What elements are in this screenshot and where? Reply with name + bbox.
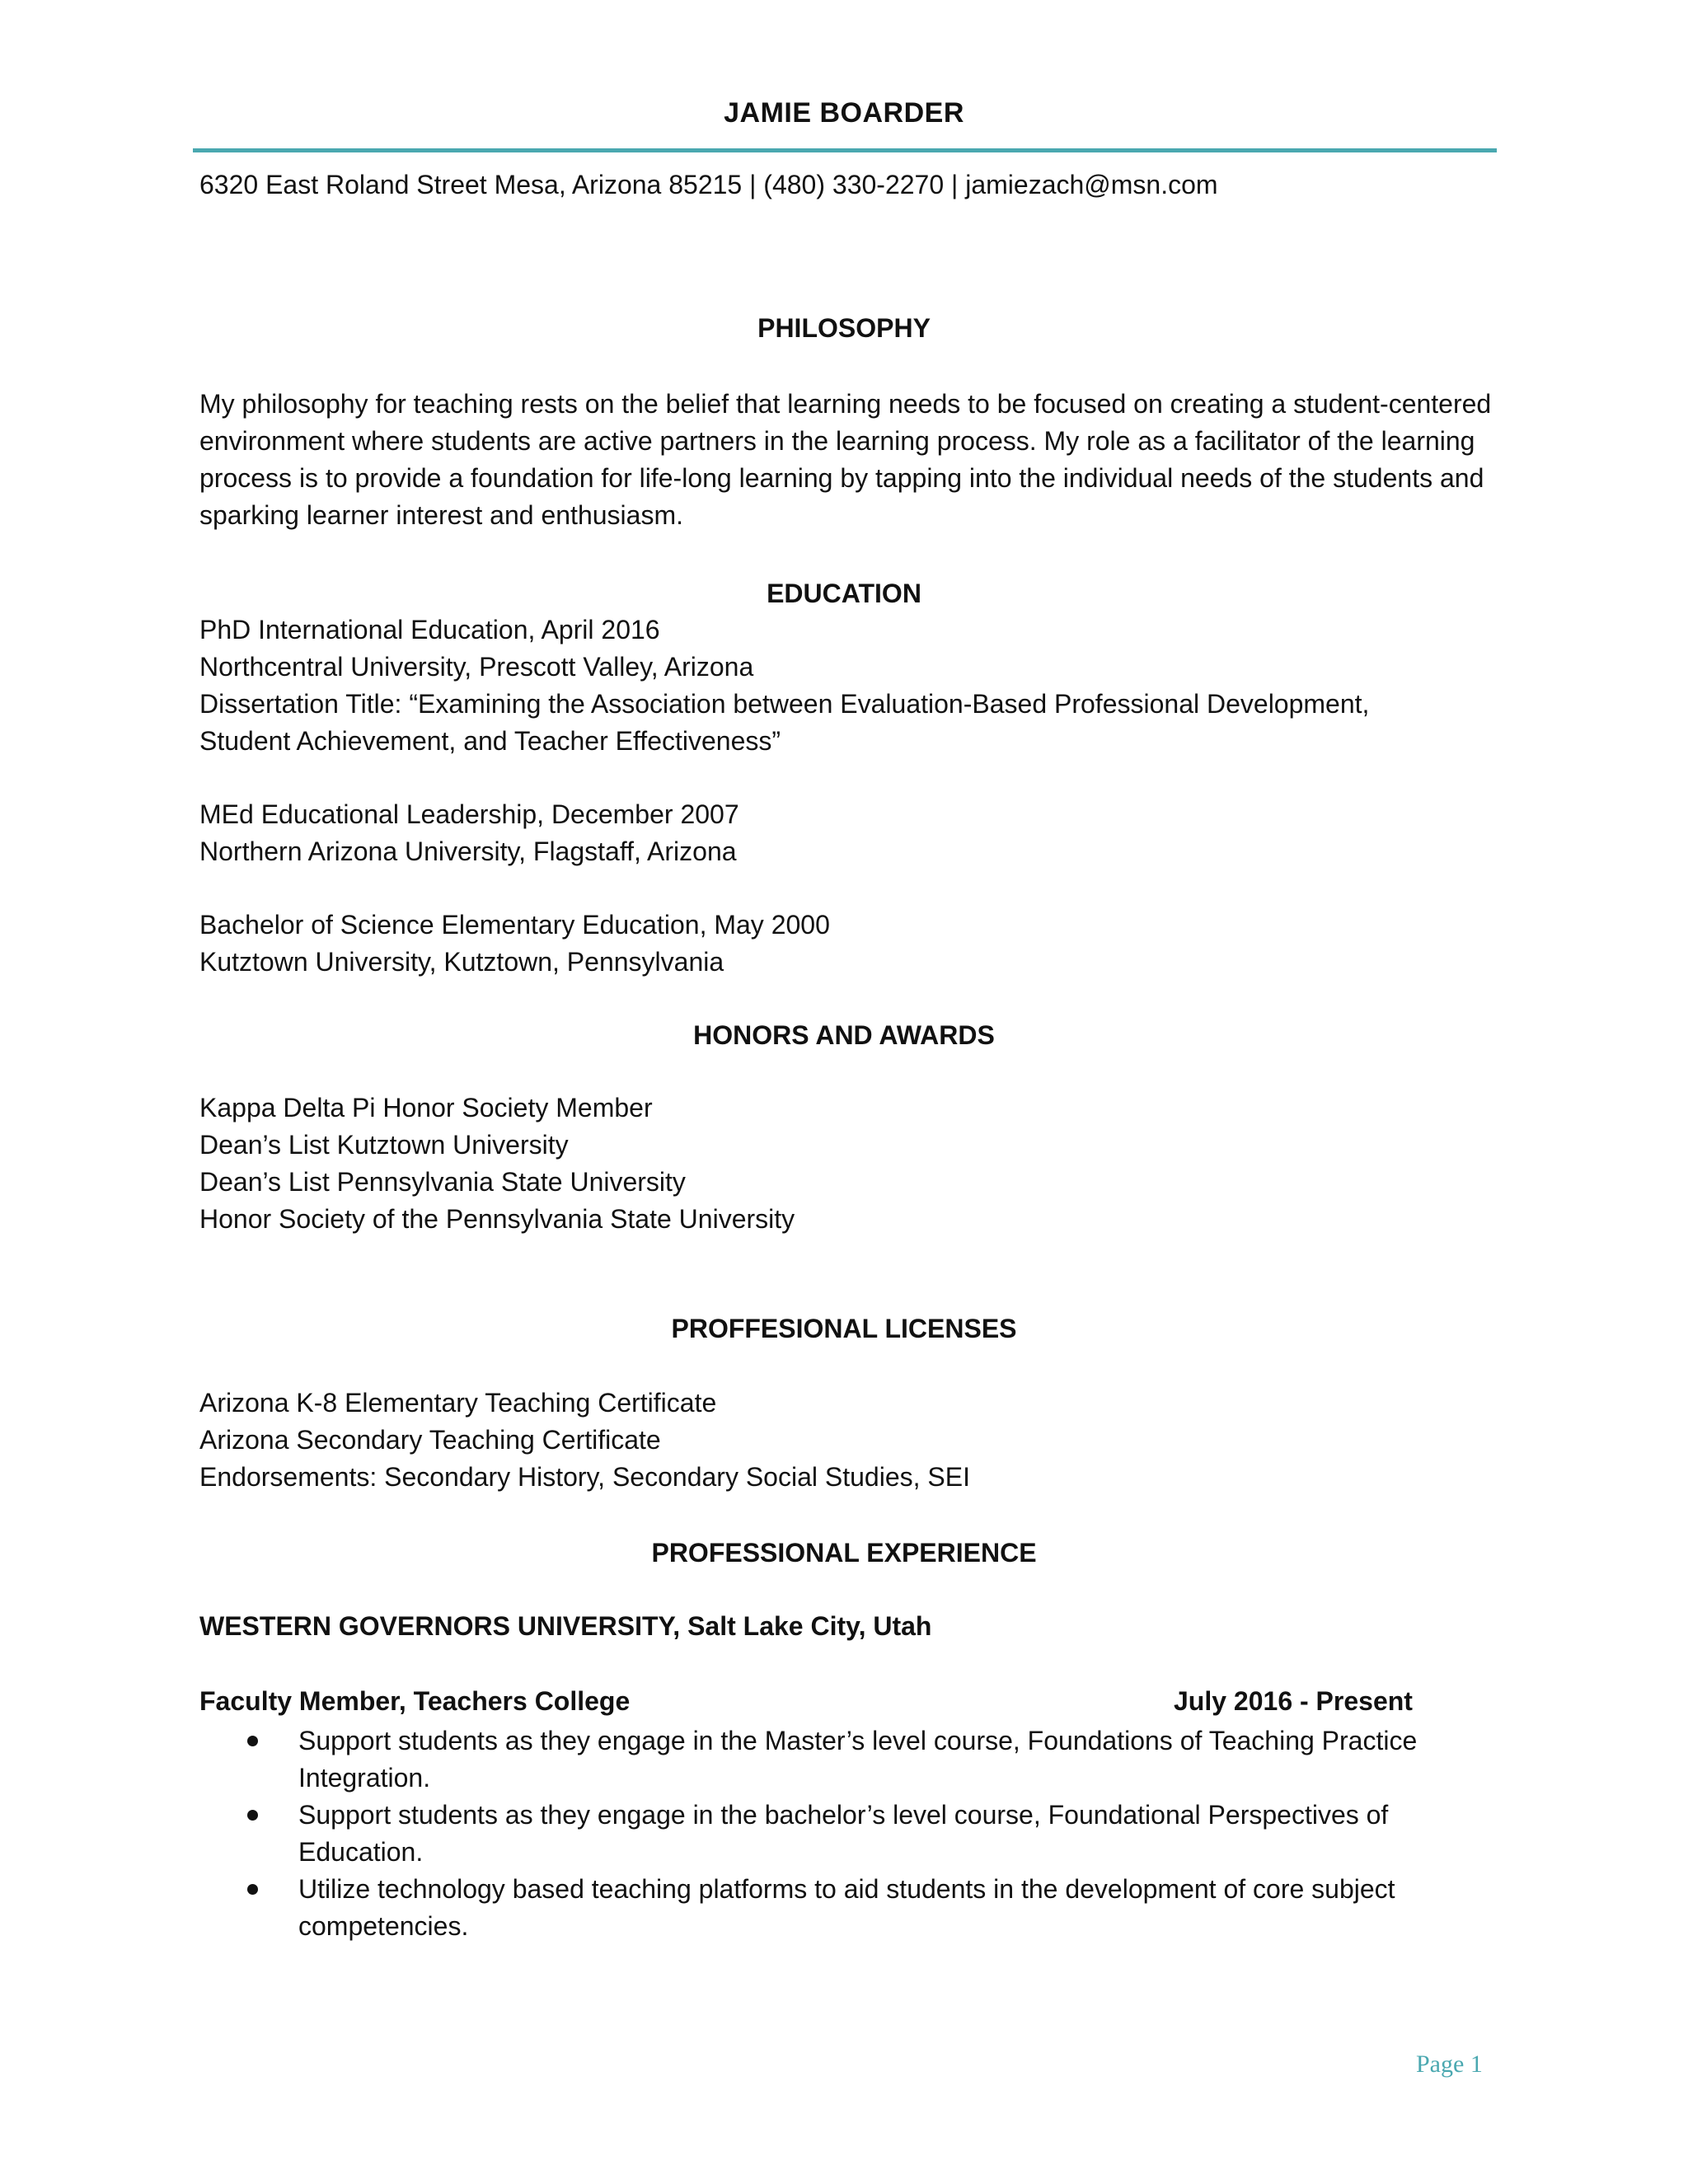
job-title: Faculty Member, Teachers College (199, 1686, 631, 1716)
list-item: Dean’s List Kutztown University (199, 1130, 569, 1160)
education-degree-med (199, 796, 739, 870)
page-number: Page 1 (1416, 2050, 1483, 2078)
education-degree-phd (199, 612, 1369, 760)
degree-line: Northern Arizona University, Flagstaff, Arizona (199, 837, 737, 866)
bullet-text: Support students as they engage in the bachelor’s level course, Foundational Perspectives of Education. (298, 1800, 1389, 1867)
job-bullet-list (199, 1722, 1502, 1945)
bullet-icon (247, 1736, 258, 1746)
employer-name: WESTERN GOVERNORS UNIVERSITY, Salt Lake City, Utah (199, 1611, 932, 1641)
list-item: Dean’s List Pennsylvania State University (199, 1167, 686, 1197)
list-item: Arizona K-8 Elementary Teaching Certificate (199, 1388, 717, 1418)
bullet-icon (247, 1884, 258, 1895)
bullet-text: Support students as they engage in the Master’s level course, Foundations of Teaching Practice Integration. (298, 1726, 1418, 1793)
list-item: Kappa Delta Pi Honor Society Member (199, 1093, 653, 1122)
degree-line: Northcentral University, Prescott Valley, Arizona (199, 652, 754, 682)
degree-line: MEd Educational Leadership, December 2007 (199, 799, 739, 829)
list-item: Honor Society of the Pennsylvania State University (199, 1204, 795, 1234)
degree-line: Student Achievement, and Teacher Effectiveness” (199, 726, 781, 756)
list-item (199, 1722, 1502, 1797)
degree-line: Kutztown University, Kutztown, Pennsylvania (199, 947, 724, 977)
education-degree-bs (199, 907, 830, 981)
licenses-list (199, 1385, 970, 1496)
philosophy-heading: PHILOSOPHY (757, 313, 931, 343)
education-heading: EDUCATION (767, 579, 921, 608)
list-item (199, 1797, 1502, 1871)
contact-line: 6320 East Roland Street Mesa, Arizona 85215 | (480) 330-2270 | jamiezach@msn.com (199, 170, 1218, 199)
list-item: Endorsements: Secondary History, Secondary Social Studies, SEI (199, 1462, 970, 1492)
bullet-icon (247, 1810, 258, 1821)
list-item: Arizona Secondary Teaching Certificate (199, 1425, 661, 1455)
experience-heading: PROFESSIONAL EXPERIENCE (651, 1538, 1037, 1568)
degree-line: PhD International Education, April 2016 (199, 615, 660, 644)
philosophy-text: My philosophy for teaching rests on the belief that learning needs to be focused on creating a student-centered environment where students are active partners in the learning process. My role as a facilitator of the learning process is to provide a foundation for life-long learning by tapping into the individual needs of the students and sparking learner interest and enthusiasm. (199, 389, 1492, 530)
header-divider (193, 148, 1497, 152)
bullet-text: Utilize technology based teaching platforms to aid students in the development of core subject competencies. (298, 1874, 1395, 1941)
honors-heading: HONORS AND AWARDS (693, 1020, 995, 1050)
degree-line: Dissertation Title: “Examining the Association between Evaluation-Based Professional Development, (199, 689, 1370, 719)
list-item (199, 1871, 1502, 1945)
degree-line: Bachelor of Science Elementary Education, May 2000 (199, 910, 830, 940)
candidate-name: JAMIE BOARDER (724, 97, 964, 129)
licenses-heading: PROFFESIONAL LICENSES (671, 1314, 1017, 1343)
job-dates: July 2016 - Present (1174, 1686, 1413, 1716)
honors-list (199, 1090, 795, 1238)
